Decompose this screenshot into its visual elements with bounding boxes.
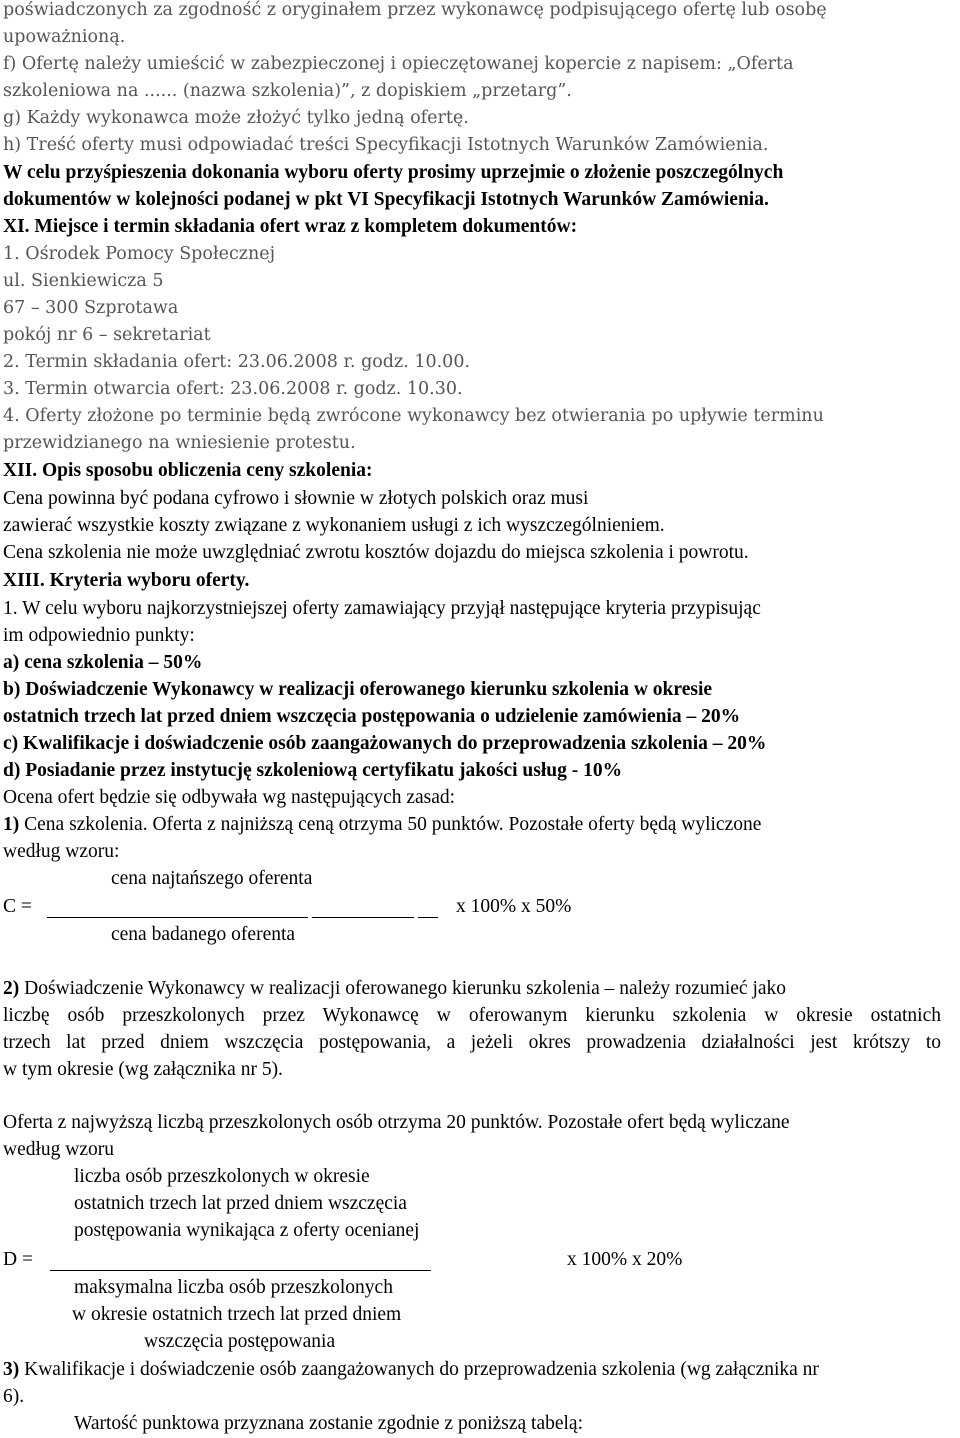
formula-c-denominator: cena badanego oferenta: [111, 924, 296, 945]
criterion-b: b) Doświadczenie Wykonawcy w realizacji oferowanego kierunku szkolenia w okresie: [3, 679, 713, 700]
section-title: Opis sposobu obliczenia ceny szkolenia:: [42, 460, 373, 481]
rule-3: [3, 1357, 819, 1383]
text-line: przewidzianego na wniesienie protestu.: [3, 433, 356, 453]
address-line: ul. Sienkiewicza 5: [3, 271, 164, 291]
section-heading-xiii: XIII. Kryteria wyboru oferty.: [3, 570, 250, 591]
address-line: 1. Ośrodek Pomocy Społecznej: [3, 244, 276, 264]
text-line: według wzoru: [3, 1139, 115, 1160]
text-line: 1. W celu wyboru najkorzystniejszej oferty zamawiający przyjął następujące kryteria przypisując: [3, 598, 761, 619]
rule-text: Cena szkolenia. Oferta z najniższą ceną otrzyma 50 punktów. Pozostałe oferty będą wyliczone: [19, 814, 762, 835]
text-line: szkoleniowa na ...... (nazwa szkolenia)”, z dopiskiem „przetarg”.: [3, 81, 572, 101]
text-line: liczbę osób przeszkolonych przez Wykonawcę w oferowanym kierunku szkolenia w okresie ostatnich: [3, 1005, 941, 1026]
formula-c-lhs: C =: [3, 896, 32, 917]
text-line: g) Każdy wykonawca może złożyć tylko jedną ofertę.: [3, 108, 469, 128]
formula-d-denominator: maksymalna liczba osób przeszkolonych: [74, 1277, 393, 1298]
criterion-a: a) cena szkolenia – 50%: [3, 652, 203, 673]
address-line: pokój nr 6 – sekretariat: [3, 325, 211, 345]
text-line: 4. Oferty złożone po terminie będą zwrócone wykonawcy bez otwierania po upływie terminu: [3, 406, 824, 426]
formula-d-rhs: x 100% x 20%: [567, 1249, 683, 1270]
formula-d-lhs: D =: [3, 1249, 33, 1270]
formula-d-numerator: ostatnich trzech lat przed dniem wszczęcia: [74, 1193, 407, 1214]
section-heading-xii: [3, 458, 372, 484]
rule-number: 1): [3, 814, 20, 835]
formula-d-numerator: liczba osób przeszkolonych w okresie: [74, 1166, 370, 1187]
text-line: Cena powinna być podana cyfrowo i słownie w złotych polskich oraz musi: [3, 488, 589, 509]
formula-c-numerator: cena najtańszego oferenta: [111, 868, 313, 889]
text-line: Oferta z najwyższą liczbą przeszkolonych osób otrzyma 20 punktów. Pozostałe ofert będą wyliczane: [3, 1112, 790, 1133]
text-line: upoważnioną.: [3, 27, 126, 47]
text-line: trzech lat przed dniem wszczęcia postępowania, a jeżeli okres prowadzenia działalności jest krótszy to: [3, 1032, 941, 1053]
rule-1: [3, 812, 761, 838]
section-number: XII.: [3, 460, 38, 481]
rule-text: Doświadczenie Wykonawcy w realizacji oferowanego kierunku szkolenia – należy rozumieć jako: [19, 978, 787, 999]
formula-d-denominator: w okresie ostatnich trzech lat przed dniem: [72, 1304, 402, 1325]
text-line: Cena szkolenia nie może uwzględniać zwrotu kosztów dojazdu do miejsca szkolenia i powrotu.: [3, 542, 749, 563]
bold-note-line: dokumentów w kolejności podanej w pkt VI Specyfikacji Istotnych Warunków Zamówienia.: [3, 189, 769, 210]
rule-number: 2): [3, 978, 20, 999]
criterion-b: ostatnich trzech lat przed dniem wszczęcia postępowania o udzielenie zamówienia – 20%: [3, 706, 741, 727]
fraction-line: [418, 917, 438, 918]
text-line: Ocena ofert będzie się odbywała wg następujących zasad:: [3, 787, 456, 808]
text-line: zawierać wszystkie koszty związane z wykonaniem usługi z ich wyszczególnieniem.: [3, 515, 665, 536]
rule-text: Kwalifikacje i doświadczenie osób zaangażowanych do przeprowadzenia szkolenia (wg załącznika nr: [19, 1359, 819, 1380]
criterion-d: d) Posiadanie przez instytucję szkoleniową certyfikatu jakości usług - 10%: [3, 760, 623, 781]
criterion-c: c) Kwalifikacje i doświadczenie osób zaangażowanych do przeprowadzenia szkolenia – 20%: [3, 733, 767, 754]
text-line: im odpowiednio punkty:: [3, 625, 195, 646]
text-line: Wartość punktowa przyznana zostanie zgodnie z poniższą tabelą:: [74, 1413, 584, 1434]
text-line: 6).: [3, 1386, 25, 1407]
text-line: h) Treść oferty musi odpowiadać treści Specyfikacji Istotnych Warunków Zamówienia.: [3, 135, 769, 155]
deadline-line: 2. Termin składania ofert: 23.06.2008 r. godz. 10.00.: [3, 352, 471, 372]
text-line: w tym okresie (wg załącznika nr 5).: [3, 1059, 283, 1080]
text-line: f) Ofertę należy umieścić w zabezpieczonej i opieczętowanej kopercie z napisem: „Oferta: [3, 54, 794, 74]
bold-note-line: W celu przyśpieszenia dokonania wyboru oferty prosimy uprzejmie o złożenie poszczególnych: [3, 162, 784, 183]
text-line: poświadczonych za zgodność z oryginałem przez wykonawcę podpisującego ofertę lub osobę: [3, 0, 827, 20]
rule-number: 3): [3, 1359, 20, 1380]
fraction-line: [50, 1270, 431, 1271]
formula-d-denominator: wszczęcia postępowania: [144, 1331, 336, 1352]
formula-d-numerator: postępowania wynikająca z oferty ocenianej: [74, 1220, 420, 1241]
fraction-line: [312, 917, 414, 918]
opening-line: 3. Termin otwarcia ofert: 23.06.2008 r. godz. 10.30.: [3, 379, 463, 399]
section-heading-xi: XI. Miejsce i termin składania ofert wraz z kompletem dokumentów:: [3, 216, 578, 237]
fraction-line: [47, 917, 308, 918]
address-line: 67 – 300 Szprotawa: [3, 298, 179, 318]
rule-2: [3, 976, 786, 1002]
formula-c-rhs: x 100% x 50%: [456, 896, 572, 917]
text-line: według wzoru:: [3, 841, 120, 862]
